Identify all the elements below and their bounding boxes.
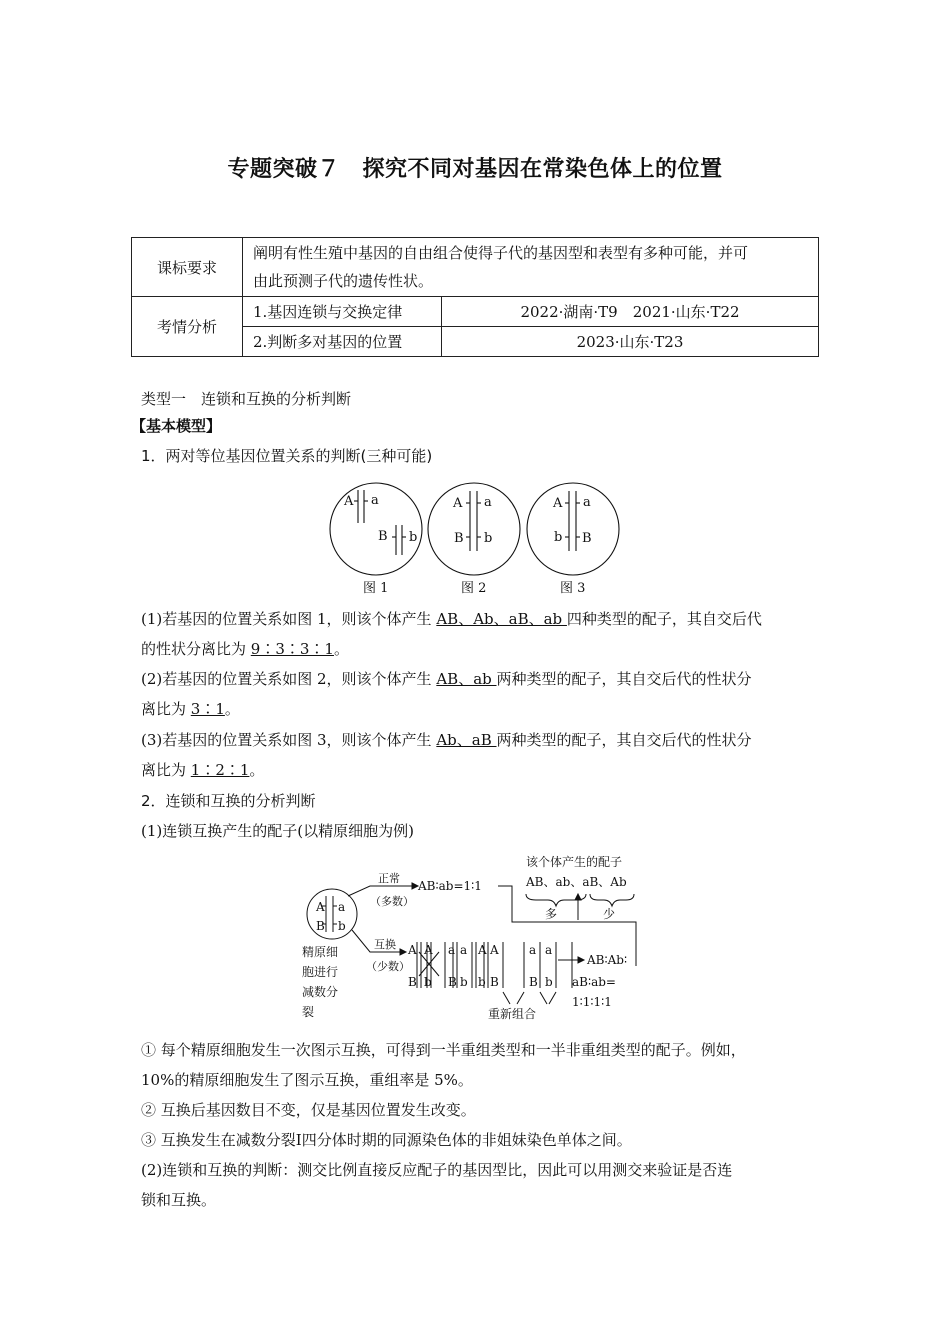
p1-answer-2: 9∶3∶3∶1 — [250, 640, 334, 658]
fig1-gene-B: B — [378, 529, 388, 544]
note-1-line-2: 10%的精原细胞发生了图示互换，重组率是 5%。 — [141, 1071, 473, 1089]
chromatid-B-1: B — [408, 975, 417, 989]
gamete-b-1: b — [545, 975, 553, 989]
chromatid-b-2: b — [460, 975, 468, 989]
p3-answer-1: Ab、aB — [436, 731, 497, 749]
cell-gene-B: B — [316, 919, 325, 933]
p2-text: (2)若基因的位置关系如图 2，则该个体产生 — [141, 670, 437, 688]
paragraph-3 — [141, 725, 811, 785]
figure-2-caption: 图 2 — [461, 581, 487, 596]
p3-end: 。 — [249, 761, 265, 779]
p1-answer-1: AB、Ab、aB、ab — [436, 610, 567, 628]
note-3: ③ 互换发生在减数分裂Ⅰ四分体时期的同源染色体的非姐妹染色单体之间。 — [141, 1131, 632, 1149]
p1-text-3: 的性状分离比为 — [141, 640, 251, 658]
fig3-gene-a: a — [583, 495, 591, 510]
cell-label-1: 精原细 — [302, 945, 339, 959]
p3-text: (3)若基因的位置关系如图 3，则该个体产生 — [141, 731, 437, 749]
few-label: 少 — [603, 907, 616, 921]
table-cell-item2: 2.判断多对基因的位置 — [243, 327, 442, 357]
cell-label-4: 裂 — [302, 1005, 315, 1019]
p2-text-2: 两种类型的配子，其自交后代的性状分 — [496, 670, 752, 688]
normal-label: 正常 — [378, 872, 400, 885]
paragraph-2 — [141, 664, 811, 724]
table-cell-item1: 1.基因连锁与交换定律 — [243, 297, 442, 327]
fig1-gene-b: b — [409, 530, 418, 545]
p1-text-2: 四种类型的配子，其自交后代 — [566, 610, 762, 628]
table-cell-item1-source: 2022·湖南·T9 2021·山东·T22 — [442, 297, 819, 327]
table-cell-item2-source: 2023·山东·T23 — [442, 327, 819, 357]
fig1-gene-A: A — [344, 494, 354, 509]
chromatid-A-3: A — [478, 943, 487, 957]
note-1-line-1: ① 每个精原细胞发生一次图示互换，可得到一半重组类型和一半非重组类型的配子。例如， — [141, 1041, 746, 1059]
figure-3-circle — [527, 483, 619, 575]
cell-gene-b: b — [338, 919, 346, 933]
page-title: 专题突破７ 探究不同对基因在常染色体上的位置 — [227, 157, 723, 182]
note-4-line-2: 锁和互换。 — [141, 1191, 217, 1209]
p2-end: 。 — [224, 700, 240, 718]
gametes-list: AB、ab、aB、Ab — [526, 875, 627, 889]
fig3-gene-A: A — [553, 496, 563, 511]
exchange-ratio-line-2: aB∶ab= — [572, 975, 616, 989]
fig1-gene-a: a — [371, 493, 379, 508]
cell-label-2: 胞进行 — [302, 965, 339, 979]
chromatid-b-1: b — [424, 975, 432, 989]
question-2-sub: (1)连锁互换产生的配子(以精原细胞为例) — [141, 822, 414, 840]
many-label: 多 — [545, 907, 558, 921]
exchange-minority-label: （少数） — [366, 960, 410, 973]
p3-answer-2: 1∶2∶1 — [190, 761, 250, 779]
standard-line-1: 阐明有性生殖中基因的自由组合使得子代的基因型和表型有多种可能，并可 — [253, 244, 749, 262]
chromatid-a-2: a — [460, 943, 468, 957]
table-cell-standard — [243, 238, 819, 297]
normal-ratio: AB∶ab=1∶1 — [418, 879, 482, 893]
recombination-label: 重新组合 — [488, 1007, 537, 1021]
p1-text: (1)若基因的位置关系如图 1，则该个体产生 — [141, 610, 437, 628]
fig3-gene-b: b — [554, 530, 563, 545]
gamete-B-1: B — [529, 975, 538, 989]
chromatid-A-1: A — [408, 943, 417, 957]
fig2-gene-b: b — [484, 531, 493, 546]
note-4-line-1: (2)连锁和互换的判断：测交比例直接反应配子的基因型比，因此可以用测交来验证是否连 — [141, 1161, 733, 1179]
fig2-gene-B: B — [454, 531, 464, 546]
gametes-title: 该个体产生的配子 — [526, 855, 623, 869]
gene-position-figures — [320, 475, 630, 600]
fig2-gene-A: A — [453, 496, 463, 511]
basic-model-heading: 【基本模型】 — [131, 417, 222, 435]
paragraph-1 — [141, 604, 811, 664]
p2-text-3: 离比为 — [141, 700, 191, 718]
p2-answer-2: 3∶1 — [190, 700, 225, 718]
p3-text-2: 两种类型的配子，其自交后代的性状分 — [496, 731, 752, 749]
p2-answer-1: AB、ab — [436, 670, 497, 688]
figure-3-caption: 图 3 — [560, 581, 586, 596]
requirements-table — [131, 237, 819, 357]
exchange-ratio-line-3: 1∶1∶1∶1 — [572, 995, 612, 1009]
gamete-a-1: a — [529, 943, 537, 957]
cell-gene-A: A — [316, 900, 325, 914]
standard-line-2: 由此预测子代的遗传性状。 — [253, 272, 434, 290]
chromatid-a-1: a — [448, 943, 456, 957]
figure-2-circle — [428, 483, 520, 575]
gamete-a-2: a — [545, 943, 553, 957]
crossover-diagram — [300, 850, 660, 1028]
cell-label-3: 减数分 — [302, 985, 339, 999]
section-heading: 类型一 连锁和互换的分析判断 — [141, 390, 352, 408]
question-2-heading: 2．连锁和互换的分析判断 — [141, 792, 316, 810]
p1-end: 。 — [333, 640, 349, 658]
figure-1-caption: 图 1 — [363, 581, 389, 596]
normal-majority-label: （多数） — [370, 895, 414, 908]
fig2-gene-a: a — [484, 495, 492, 510]
chromatid-b-3: b — [478, 975, 486, 989]
chromatid-B-2: B — [448, 975, 457, 989]
exchange-ratio-line-1: AB∶Ab∶ — [587, 953, 628, 967]
table-label-analysis: 考情分析 — [132, 297, 243, 357]
chromatid-A-4: A — [490, 943, 499, 957]
chromatid-B-3: B — [490, 975, 499, 989]
cell-gene-a: a — [338, 900, 346, 914]
note-1 — [141, 1035, 811, 1095]
question-1-heading: 1．两对等位基因位置关系的判断(三种可能) — [141, 447, 433, 465]
chromatid-A-2: A — [424, 943, 433, 957]
exchange-label: 互换 — [374, 938, 396, 951]
note-4 — [141, 1155, 811, 1215]
p3-text-3: 离比为 — [141, 761, 191, 779]
table-label-standard: 课标要求 — [132, 238, 243, 297]
note-2: ② 互换后基因数目不变，仅是基因位置发生改变。 — [141, 1101, 476, 1119]
fig3-gene-B: B — [582, 531, 592, 546]
spermatogonium-circle — [307, 889, 357, 939]
